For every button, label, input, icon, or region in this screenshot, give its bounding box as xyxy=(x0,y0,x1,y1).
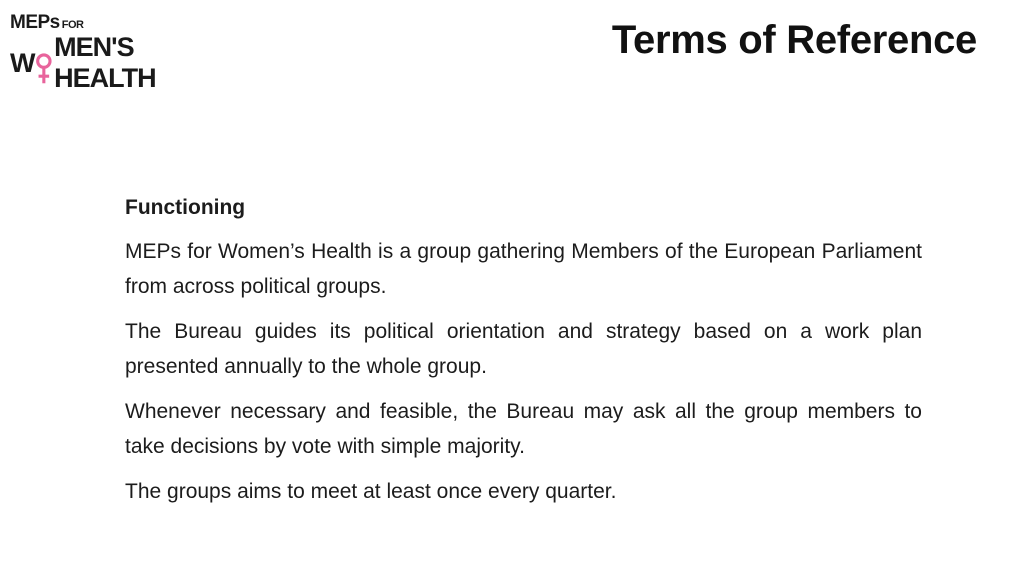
page-title: Terms of Reference xyxy=(611,18,977,62)
logo-line-1 xyxy=(10,12,83,34)
logo-mens-health-text: MEN'S HEALTH xyxy=(54,32,156,93)
venus-symbol-icon xyxy=(35,51,53,89)
logo-line-2 xyxy=(10,32,220,94)
paragraph: MEPs for Women’s Health is a group gathering Members of the European Parliament from across political groups. xyxy=(125,240,922,298)
meps-for-womens-health-logo xyxy=(10,12,220,93)
logo-for-text: FOR xyxy=(61,19,84,31)
logo-w-text: W xyxy=(10,47,35,78)
section-heading: Functioning xyxy=(125,196,246,219)
functioning-section xyxy=(125,190,922,519)
paragraph: The groups aims to meet at least once every quarter. xyxy=(125,480,617,503)
paragraph: Whenever necessary and feasible, the Bureau may ask all the group members to take decisions by vote with simple majority. xyxy=(125,400,922,458)
paragraph: The Bureau guides its political orientation and strategy based on a work plan presented annually to the whole group. xyxy=(125,320,922,378)
logo-meps-text: MEPs xyxy=(10,12,60,33)
